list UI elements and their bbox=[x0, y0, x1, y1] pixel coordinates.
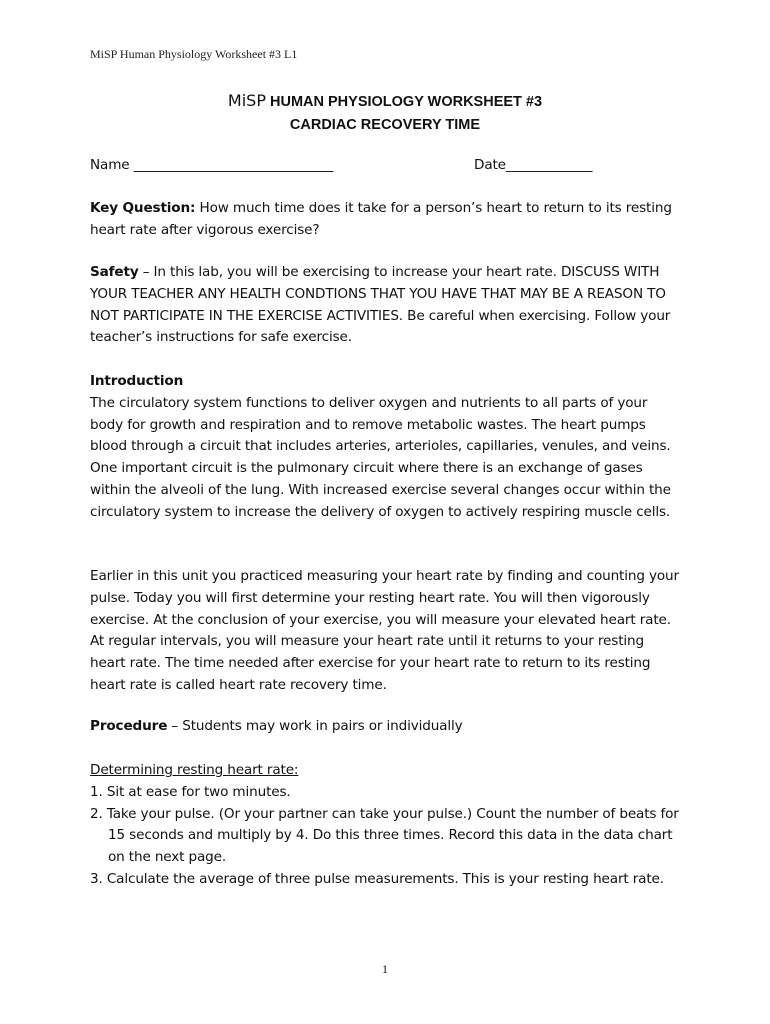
date-field bbox=[474, 155, 592, 177]
name-blank[interactable]: ______________________________ bbox=[133, 157, 334, 173]
running-header: MiSP Human Physiology Worksheet #3 L1 bbox=[90, 47, 298, 61]
title-line-2: CARDIAC RECOVERY TIME bbox=[289, 117, 481, 133]
introduction-paragraph-1: The circulatory system functions to deliver oxygen and nutrients to all parts of your body for growth and respiration and to remove metabolic wastes. The heart pumps blood through a circuit that includes arteries, arterioles, capillaries, venules, and veins. One important circuit is the pulmonary circuit where there is an exchange of gases within the alveoli of the lung. With increased exercise several changes occur within the circulatory system to increase the delivery of oxygen to actively respiring muscle cells. bbox=[90, 394, 671, 520]
safety-section bbox=[90, 262, 680, 349]
introduction-paragraph-2: Earlier in this unit you practiced measuring your heart rate by finding and counting your pulse. Today you will first determine your resting heart rate. You will then vigorously exercise. At the conclusion of your exercise, you will measure your elevated heart rate. At regular intervals, you will measure your heart rate until it returns to your resting heart rate. The time needed after exercise for your heart rate to return to its resting heart rate is called heart rate recovery time. bbox=[90, 568, 679, 693]
worksheet-title bbox=[0, 89, 770, 137]
procedure-line bbox=[90, 716, 680, 738]
date-label: Date bbox=[474, 157, 506, 173]
name-label: Name bbox=[90, 157, 130, 173]
introduction-heading: Introduction bbox=[90, 373, 184, 389]
safety-text: – In this lab, you will be exercising to increase your heart rate. DISCUSS WITH YOUR TEACHER ANY HEALTH CONDTIONS THAT YOU HAVE THAT MAY BE A REASON TO NOT PARTICIPATE IN THE EXERCISE ACTIVITIES. Be careful when exercising. Follow your teacher’s instructions for safe exercise. bbox=[90, 264, 671, 346]
key-question-text: How much time does it take for a person’s heart to return to its resting heart rate after vigorous exercise? bbox=[90, 200, 672, 238]
name-date-fields bbox=[90, 155, 690, 177]
procedure-label: Procedure bbox=[90, 718, 168, 734]
title-misp: MiSP bbox=[227, 91, 266, 110]
key-question bbox=[90, 198, 680, 242]
resting-heart-rate-section bbox=[90, 760, 680, 891]
introduction-section bbox=[90, 371, 680, 524]
title-line-1 bbox=[0, 89, 770, 114]
resting-heading: Determining resting heart rate: bbox=[90, 762, 299, 778]
step-item: 3. Calculate the average of three pulse measurements. This is your resting heart rate. bbox=[90, 870, 664, 887]
page-number: 1 bbox=[382, 962, 388, 976]
step-item: 1. Sit at ease for two minutes. bbox=[90, 783, 291, 800]
step-item: 2. Take your pulse. (Or your partner can take your pulse.) Count the number of beats for 15 seconds and multiply by 4. Do this three times. Record this data in the data chart on the next page. bbox=[90, 805, 679, 866]
safety-label: Safety bbox=[90, 264, 139, 280]
date-blank[interactable]: _____________ bbox=[505, 157, 593, 173]
key-question-label: Key Question: bbox=[90, 200, 196, 216]
procedure-text: – Students may work in pairs or individually bbox=[167, 718, 463, 734]
resting-steps bbox=[90, 782, 680, 891]
title-main: HUMAN PHYSIOLOGY WORKSHEET #3 bbox=[270, 94, 543, 110]
